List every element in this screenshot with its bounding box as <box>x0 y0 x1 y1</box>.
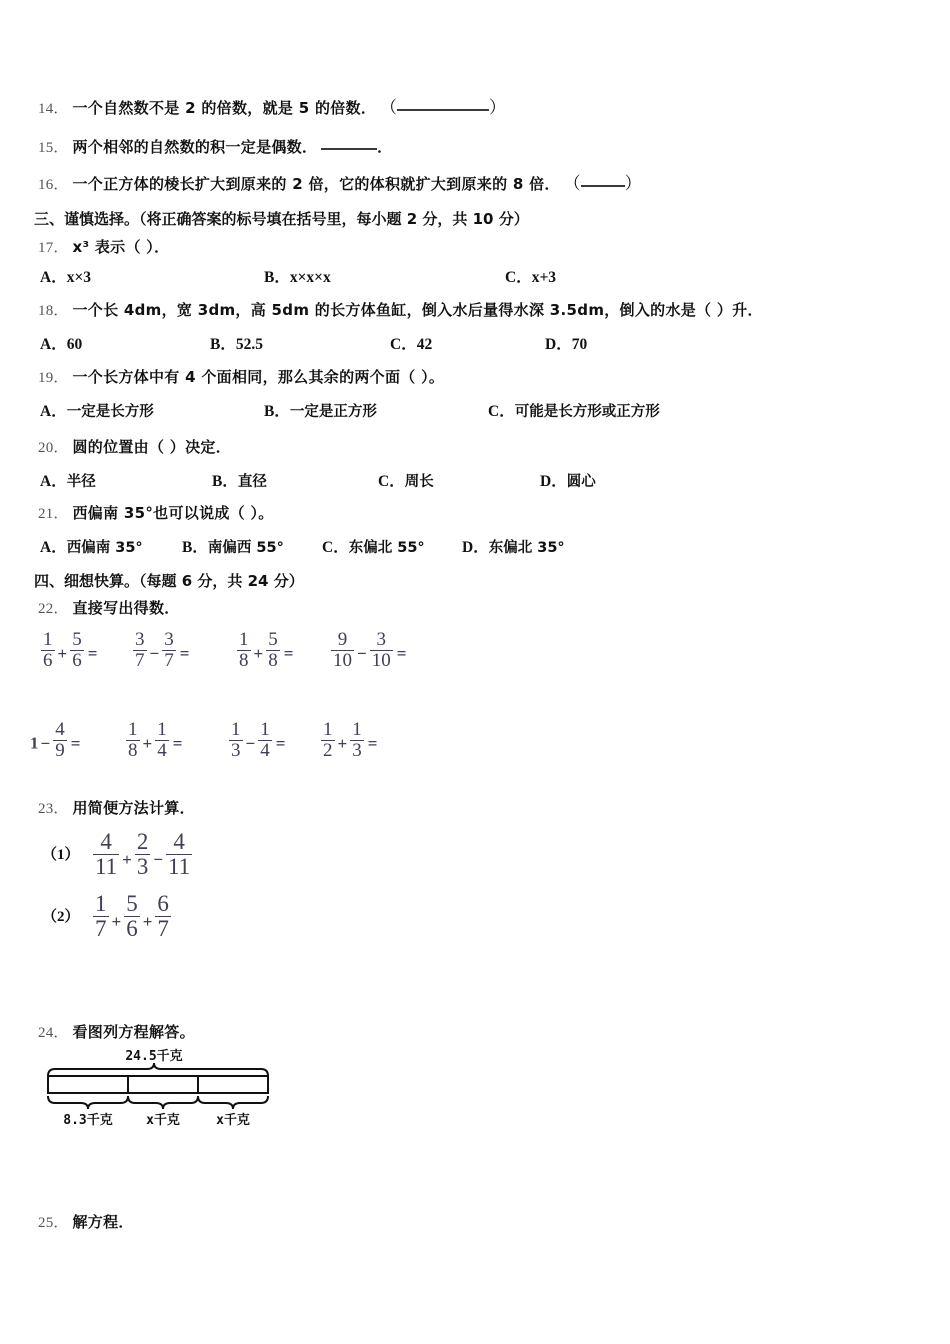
option-a-label: A． <box>40 269 67 286</box>
fraction: $\frac{4}{9}$ <box>55 719 65 761</box>
option-d-text: 东偏北 35° <box>488 540 565 556</box>
q23-sub2-label: （2） <box>42 909 80 925</box>
question-19-options <box>0 399 950 423</box>
option-b[interactable] <box>264 265 331 287</box>
option-a-label: A． <box>40 539 67 556</box>
operator: + <box>142 733 153 753</box>
option-d[interactable] <box>540 469 596 491</box>
fraction: $\frac{1}{8}$ <box>239 629 249 671</box>
question-22 <box>38 598 180 619</box>
question-22-number: 22． <box>38 601 69 617</box>
option-a-label: A． <box>40 336 67 353</box>
option-a-text: 西偏南 35° <box>66 540 143 556</box>
fraction: $\frac{1}{3}$ <box>352 719 362 761</box>
option-a-text: 半径 <box>66 474 96 490</box>
option-c-text: x+3 <box>531 269 557 286</box>
option-c[interactable] <box>390 332 432 354</box>
question-21-stem: 西偏南 35°也可以说成（ ）。 <box>72 504 274 522</box>
question-22-stem: 直接写出得数． <box>72 599 180 617</box>
q22-expr-6 <box>125 720 182 760</box>
question-19-number: 19． <box>38 370 69 386</box>
option-a-label: A． <box>40 473 67 490</box>
question-18 <box>38 300 763 321</box>
question-24-number: 24． <box>38 1025 69 1041</box>
option-a[interactable] <box>40 535 143 557</box>
option-d-label: D． <box>540 473 567 490</box>
option-c-label: C． <box>378 473 405 490</box>
fraction: $\frac{1}{8}$ <box>128 719 138 761</box>
question-17-options <box>0 265 950 289</box>
question-24 <box>38 1022 195 1043</box>
fraction: $\frac{9}{10}$ <box>333 629 352 671</box>
option-c-label: C． <box>505 269 532 286</box>
q22-expr-8 <box>320 720 377 760</box>
operator: + <box>122 849 132 869</box>
leading-number: 1 <box>30 733 39 753</box>
q23-sub1-expr <box>92 830 193 878</box>
question-23-stem: 用简便方法计算． <box>72 799 195 817</box>
question-25 <box>38 1212 134 1233</box>
fraction: $\frac{1}{2}$ <box>323 719 333 761</box>
option-b-text: 南偏西 55° <box>207 540 284 556</box>
top-brace <box>48 1063 268 1076</box>
question-19-stem: 一个长方体中有 4 个面相同，那么其余的两个面（ ）。 <box>72 368 445 386</box>
option-c-label: C． <box>488 403 515 420</box>
option-b-label: B． <box>210 336 236 353</box>
equals: = <box>367 733 378 753</box>
option-b-text: 一定是正方形 <box>289 404 377 420</box>
operator: + <box>142 911 153 931</box>
fraction: $\frac{1}{6}$ <box>43 629 53 671</box>
operator: + <box>253 643 264 663</box>
q23-sub2-expr <box>92 892 172 940</box>
question-15-text: 两个相邻的自然数的积一定是偶数． <box>72 138 318 156</box>
section-three-heading: 三、谨慎选择。（将正确答案的标号填在括号里，每小题 2 分，共 10 分） <box>34 210 529 228</box>
answer-blank[interactable] <box>321 148 377 150</box>
equals: = <box>396 643 407 663</box>
option-d-text: 70 <box>571 336 588 353</box>
question-23 <box>38 798 195 819</box>
fraction: $\frac{4}{11}$ <box>95 829 118 879</box>
question-18-number: 18． <box>38 303 69 319</box>
option-d[interactable] <box>462 535 565 557</box>
option-b-label: B． <box>212 473 238 490</box>
option-d-label: D． <box>545 336 572 353</box>
answer-blank[interactable] <box>397 109 489 111</box>
option-b-text: 直径 <box>237 474 267 490</box>
q23-sub1-label: （1） <box>42 847 80 863</box>
question-21-number: 21． <box>38 506 69 522</box>
option-a[interactable] <box>40 399 154 421</box>
question-20-stem: 圆的位置由（ ）决定． <box>72 438 232 456</box>
answer-blank[interactable] <box>581 185 625 187</box>
question-20-options <box>0 469 950 493</box>
question-24-stem: 看图列方程解答。 <box>72 1023 195 1041</box>
question-16-answer-paren[interactable]: （ ） <box>563 174 642 193</box>
option-b-text: 52.5 <box>235 336 263 353</box>
bar-total-label: 24.5千克 <box>125 1049 183 1064</box>
option-a[interactable] <box>40 469 96 491</box>
option-c-label: C． <box>390 336 417 353</box>
question-18-stem: 一个长 4dm，宽 3dm，高 5dm 的长方体鱼缸，倒入水后量得水深 3.5dm，倒入的水是（ ）升． <box>72 301 763 319</box>
equals: = <box>283 643 294 663</box>
operator: − <box>40 733 51 753</box>
q22-expr-4 <box>330 630 406 670</box>
q22-expr-2 <box>132 630 189 670</box>
option-c[interactable] <box>505 265 556 287</box>
bar-model-svg <box>36 1046 296 1126</box>
option-b[interactable] <box>182 535 284 557</box>
fraction: $\frac{1}{4}$ <box>157 719 167 761</box>
bottom-brace-3 <box>198 1096 268 1109</box>
option-b-text: x×x×x <box>289 269 331 286</box>
option-c[interactable] <box>378 469 434 491</box>
fraction: $\frac{3}{7}$ <box>135 629 145 671</box>
question-16 <box>38 174 642 195</box>
question-23-number: 23． <box>38 801 69 817</box>
question-14 <box>38 98 506 119</box>
option-a[interactable] <box>40 265 91 287</box>
bottom-brace-1 <box>48 1096 128 1109</box>
q22-expr-7 <box>228 720 285 760</box>
equals: = <box>87 643 98 663</box>
bottom-brace-2 <box>128 1096 198 1109</box>
option-a-text: x×3 <box>66 269 92 286</box>
option-c[interactable] <box>488 399 660 421</box>
equals: = <box>172 733 183 753</box>
fraction: $\frac{5}{6}$ <box>126 891 138 941</box>
option-c-text: 周长 <box>404 474 434 490</box>
option-b-label: B． <box>264 403 290 420</box>
fraction: $\frac{1}{7}$ <box>95 891 107 941</box>
bar-segment-label-1: 8.3千克 <box>63 1113 113 1126</box>
question-21-options <box>0 535 950 559</box>
option-c-text: 可能是长方形或正方形 <box>514 404 660 420</box>
fraction: $\frac{1}{4}$ <box>260 719 270 761</box>
operator: − <box>153 849 164 869</box>
option-a-label: A． <box>40 403 67 420</box>
q22-expr-1 <box>40 630 97 670</box>
option-c[interactable] <box>322 535 425 557</box>
question-17-number: 17． <box>38 240 69 256</box>
question-21 <box>38 503 274 524</box>
option-d-label: D． <box>462 539 489 556</box>
fraction: $\frac{1}{3}$ <box>231 719 241 761</box>
question-17-stem: x³ 表示（ ）． <box>72 238 170 256</box>
bar-segment-label-3: x千克 <box>216 1113 250 1126</box>
question-19 <box>38 367 444 388</box>
bar-rect <box>48 1076 268 1093</box>
question-25-number: 25． <box>38 1215 69 1231</box>
question-16-text: 一个正方体的棱长扩大到原来的 2 倍，它的体积就扩大到原来的 8 倍． <box>72 175 560 193</box>
question-14-number: 14． <box>38 101 69 117</box>
question-14-answer-paren[interactable]: （ ） <box>380 98 507 117</box>
fraction: $\frac{2}{3}$ <box>136 829 149 879</box>
fraction: $\frac{5}{6}$ <box>72 629 82 671</box>
option-c-text: 42 <box>416 336 433 353</box>
operator: + <box>111 911 122 931</box>
option-d-text: 圆心 <box>566 474 596 490</box>
option-d[interactable] <box>545 332 587 354</box>
fraction: $\frac{3}{10}$ <box>371 629 391 671</box>
operator: − <box>245 733 256 753</box>
question-16-number: 16． <box>38 177 69 193</box>
fraction: $\frac{3}{7}$ <box>164 629 174 671</box>
question-14-text: 一个自然数不是 2 的倍数，就是 5 的倍数． <box>72 99 377 117</box>
option-a[interactable] <box>40 332 82 354</box>
fraction: $\frac{4}{11}$ <box>168 829 191 879</box>
bar-model-diagram <box>36 1046 296 1126</box>
option-c-text: 东偏北 55° <box>348 540 425 556</box>
operator: − <box>149 643 160 663</box>
bar-segment-label-2: x千克 <box>146 1113 180 1126</box>
operator: + <box>337 733 348 753</box>
option-a-text: 一定是长方形 <box>66 404 154 420</box>
question-17 <box>38 237 169 258</box>
operator: + <box>57 643 68 663</box>
fraction: $\frac{6}{7}$ <box>157 891 169 941</box>
question-18-options <box>0 332 950 356</box>
q22-expr-5 <box>30 720 80 760</box>
question-15 <box>38 137 392 158</box>
section-four-heading: 四、细想快算。（每题 6 分，共 24 分） <box>34 572 304 590</box>
option-a-text: 60 <box>66 336 83 353</box>
option-b[interactable] <box>264 399 377 421</box>
equals: = <box>70 733 81 753</box>
option-b[interactable] <box>212 469 267 491</box>
equals: = <box>275 733 286 753</box>
operator: − <box>357 643 367 663</box>
equals: = <box>179 643 190 663</box>
option-b[interactable] <box>210 332 263 354</box>
option-c-label: C． <box>322 539 349 556</box>
question-15-number: 15． <box>38 140 69 156</box>
option-b-label: B． <box>182 539 208 556</box>
period: ． <box>377 140 393 156</box>
question-25-stem: 解方程． <box>72 1213 134 1231</box>
question-20-number: 20． <box>38 440 69 456</box>
fraction: $\frac{5}{8}$ <box>268 629 278 671</box>
question-20 <box>38 437 231 458</box>
q22-expr-3 <box>236 630 293 670</box>
option-b-label: B． <box>264 269 290 286</box>
